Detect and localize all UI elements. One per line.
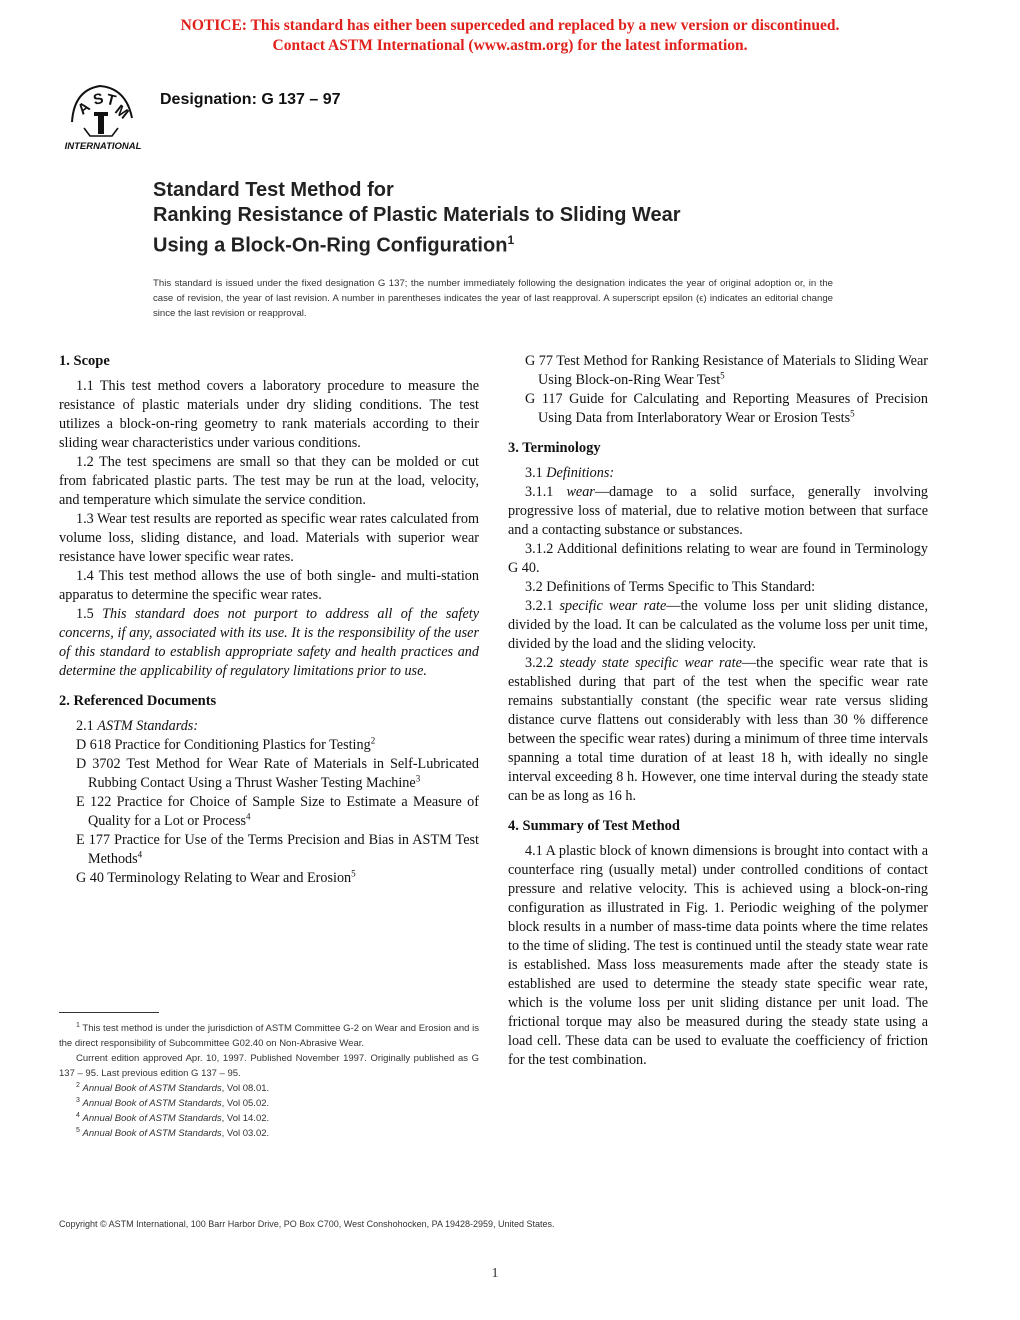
terminology-3-1: 3.1 Definitions: [525,465,615,481]
logo-caption: INTERNATIONAL [64,141,142,152]
copyright-line: Copyright © ASTM International, 100 Barr Harbor Drive, PO Box C700, West Conshohocken, PA 19428-2959, United States. [59,1219,555,1229]
title-line-2: Ranking Resistance of Plastic Materials to Sliding Wear [153,204,681,226]
section-terminology-heading: 3. Terminology [508,440,601,456]
terminology-3-1-1: 3.1.1 wear—damage to a solid surface, generally involving progressive loss of material, due to relative motion between that surface and a contacting substance or substances. [508,484,929,538]
ref-item: G 40 Terminology Relating to Wear and Erosion$^5$ [76,868,356,886]
notice-line-1: NOTICE: This standard has either been superceded and replaced by a new version or discontinued. [180,17,840,34]
document-title [153,178,913,259]
designation: Designation: G 137 – 97 [160,91,341,108]
scope-para-1-5: 1.5 This standard does not purport to address all of the safety concerns, if any, associated with its use. It is the responsibility of the user of this standard to establish appropriate safety and health practices and determine the applicability of regulatory limitations prior to use. [59,606,479,679]
section-refdocs-heading: 2. Referenced Documents [59,693,217,709]
notice-line-2: Contact ASTM International (www.astm.org) for the latest information. [272,37,748,54]
refdocs-sub-2-1: 2.1 ASTM Standards: [76,718,199,734]
ref-item: E 177 Practice for Use of the Terms Precision and Bias in ASTM Test Methods$^4$ [76,832,479,867]
left-column [59,352,479,888]
terminology-3-2-1: 3.2.1 specific wear rate—the volume loss per unit sliding distance, divided by the load. It can be calculated as the volume loss per unit time, divided by the load and the sliding velocity. [508,598,929,652]
logo-letter-m: M [111,101,132,123]
terminology-3-2-2: 3.2.2 steady state specific wear rate—the specific wear rate that is established during that part of the test when the specific wear rate remains substantially constant (the specific wear rate versus sliding distance curve flattens out considerably with less than 30 % difference between the specific wear rates) during a minimum of three time intervals spanning a total time duration of at least 18 h, with ideally no single interval exceeding 8 h. However, one time interval during the steady state can be as long as 16 h. [508,655,928,804]
terminology-3-2: 3.2 Definitions of Terms Specific to This Standard: [525,579,816,595]
scope-para-1-2: 1.2 The test specimens are small so that they can be molded or cut from fabricated plastic parts. The test may be run at the load, velocity, and temperature which simulate the service condition. [59,454,479,508]
supersede-notice [0,16,1020,56]
footnote-1-edition: Current edition approved Apr. 10, 1997. Published November 1997. Originally published as G 137 – 95. Last previous edition G 137 – 95. [59,1053,479,1079]
terminology-3-1-2: 3.1.2 Additional definitions relating to wear are found in Terminology G 40. [508,541,928,576]
footnotes [59,1021,479,1141]
logo-letter-a: A [74,98,94,119]
logo-letter-s: S [91,90,105,109]
footnote-1: $^1$ This test method is under the jurisdiction of ASTM Committee G-2 on Wear and Erosion and is the direct responsibility of Subcommittee G02.40 on Non-Abrasive Wear. [59,1021,479,1049]
ref-item: D 3702 Test Method for Wear Rate of Materials in Self-Lubricated Rubbing Contact Using a Thrust Washer Testing Machine$^3$ [76,756,479,791]
title-line-3: Using a Block-On-Ring Configuration$^1$ [153,233,515,257]
title-line-1: Standard Test Method for [153,179,394,201]
summary-para-4-1: 4.1 A plastic block of known dimensions is brought into contact with a counterface ring (usually metal) under controlled conditions of contact pressure and relative velocity. This is achieved using a block-on-ring configuration as illustrated in Fig. 1. Periodic weighing of the polymer block results in a number of mass-time data points where the time relates to the time of sliding. The test is continued until the steady state wear rate is established. Mass loss measurements made after the steady state is established are used to determine the steady state specific wear rate, which is the volume loss per unit sliding distance per unit load. The frictional torque may also be measured during the steady state using a load cell. These data can be used to evaluate the coefficiency of friction for the test combination. [508,843,928,1068]
logo-letter-t: T [104,90,118,110]
footnote-rule [59,1012,159,1013]
page-number: 1 [491,1266,499,1281]
scope-para-1-1: 1.1 This test method covers a laboratory procedure to measure the resistance of plastic materials under dry sliding conditions. The test utilizes a block-on-ring geometry to rank materials according to their sliding wear characteristics under various conditions. [59,378,479,451]
ref-item: D 618 Practice for Conditioning Plastics for Testing$^2$ [76,735,376,753]
ref-item: G 77 Test Method for Ranking Resistance of Materials to Sliding Wear Using Block-on-Ring Wear Test$^5$ [525,353,928,388]
section-summary-heading: 4. Summary of Test Method [508,818,680,834]
section-scope-heading: 1. Scope [59,353,110,369]
footnote-4: $^4$ Annual Book of ASTM Standards, Vol 14.02. [76,1111,270,1124]
footnote-2: $^2$ Annual Book of ASTM Standards, Vol 08.01. [76,1081,270,1094]
right-column [508,352,928,1070]
footnote-3: $^3$ Annual Book of ASTM Standards, Vol 05.02. [76,1096,270,1109]
footnote-5: $^5$ Annual Book of ASTM Standards, Vol 03.02. [76,1126,270,1139]
issue-note: This standard is issued under the fixed designation G 137; the number immediately following the designation indicates the year of original adoption or, in the case of revision, the year of last revision. A number in parentheses indicates the year of last reapproval. A superscript epsilon (ϵ) indicates an editorial change since the last revision or reapproval. [153,278,833,319]
astm-logo [60,78,146,152]
ref-item: E 122 Practice for Choice of Sample Size to Estimate a Measure of Quality for a Lot or Process$^4$ [76,794,479,829]
safety-statement: This standard does not purport to address all of the safety concerns, if any, associated with its use. It is the responsibility of the user of this standard to establish appropriate safety and health practices and determine the applicability of regulatory limitations prior to use. [59,606,479,679]
title-footnote-mark: 1 [507,233,515,247]
scope-para-1-3: 1.3 Wear test results are reported as specific wear rates calculated from volume loss, sliding distance, and load. Materials with superior wear resistance have lower specific wear rates. [59,511,479,565]
ref-item: G 117 Guide for Calculating and Reporting Measures of Precision Using Data from Interlaboratory Wear or Erosion Tests$^5$ [525,391,928,426]
scope-para-1-4: 1.4 This test method allows the use of both single- and multi-station apparatus to determine the specific wear rates. [59,568,479,603]
